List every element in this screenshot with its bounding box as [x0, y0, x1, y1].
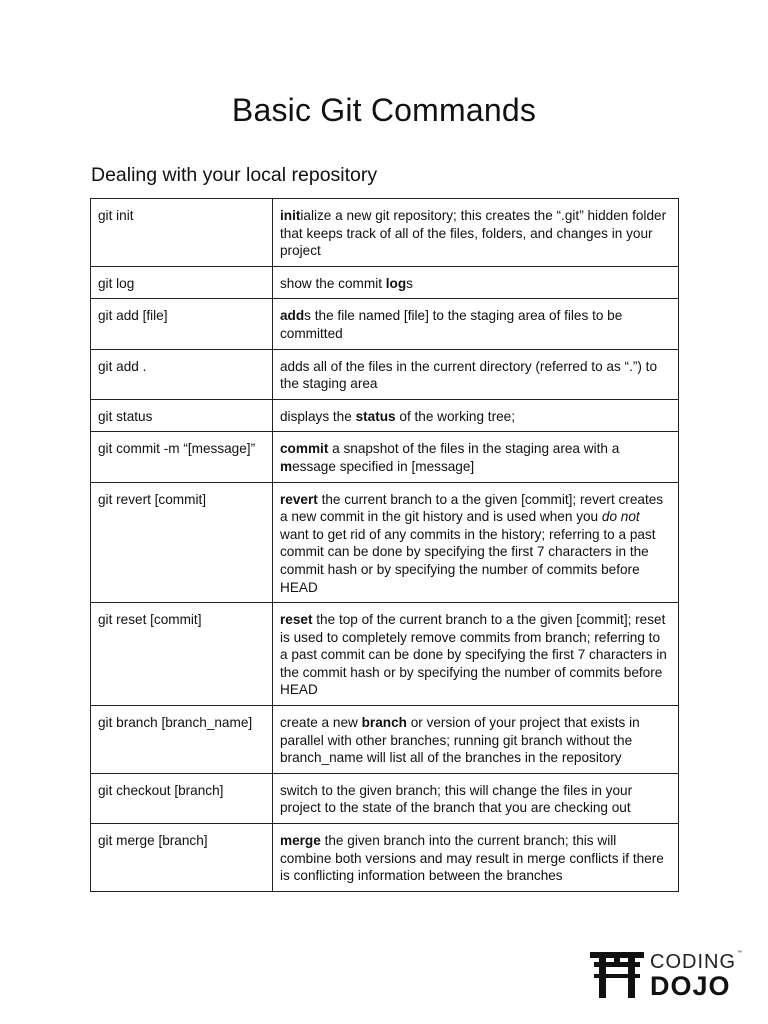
description-text: adds all of the files in the current directory (referred to as “.”) to the staging area	[280, 358, 658, 392]
description-text: s	[406, 275, 413, 291]
description-italic: do not	[601, 509, 640, 525]
description-text: create a new	[280, 715, 362, 731]
description-text: s the file named [file] to the staging area of files to be committed	[280, 308, 623, 341]
command-cell: git revert [commit]	[91, 482, 273, 603]
description-cell	[273, 824, 679, 892]
description-text: or version of your project that exists in parallel with other branches; running git branch without the branch_name will list all of the branches in the repository	[280, 715, 640, 766]
commands-table	[90, 198, 679, 892]
description-text: the top of the current branch to a the given [commit]; reset is used to completely remove commits from branch; referring to a past commit can be done by specifying the first 7 characters in the commit hash or by specifying the number of commits before HEAD	[280, 612, 667, 698]
description-text: of the working tree;	[395, 408, 515, 424]
table-row	[91, 824, 679, 892]
description-emphasis: m	[280, 458, 293, 474]
description-text: the given branch into the current branch; this will combine both versions and may result in merge conflicts if there is conflicting information between the branches	[280, 833, 664, 884]
table-row	[91, 432, 679, 482]
command-cell: git commit -m “[message]”	[91, 432, 273, 482]
description-emphasis: commit	[280, 441, 329, 457]
description-text: switch to the given branch; this will change the files in your project to the state of the branch that you are checking out	[280, 782, 633, 816]
description-text: a snapshot of the files in the staging area with a	[328, 441, 620, 457]
table-row	[91, 399, 679, 432]
description-emphasis: init	[280, 208, 301, 223]
command-cell: git add [file]	[91, 299, 273, 349]
description-emphasis: reset	[280, 612, 313, 628]
description-emphasis: revert	[280, 491, 318, 507]
description-emphasis: status	[355, 408, 396, 424]
description-cell	[273, 773, 679, 823]
description-text: the current branch to a the given [commit]; revert creates a new commit in the git history and is used when you	[280, 491, 664, 525]
coding-dojo-logo	[590, 950, 750, 1002]
description-emphasis: add	[280, 308, 305, 324]
command-cell: git init	[91, 199, 273, 267]
description-emphasis: branch	[361, 715, 407, 731]
command-cell: git add .	[91, 349, 273, 399]
table-row	[91, 199, 679, 267]
description-cell	[273, 706, 679, 774]
description-text: want to get rid of any commits in the history; referring to a past commit can be done by specifying the first 7 characters in the commit hash or by specifying the number of commits before HEAD	[280, 526, 656, 595]
page-title: Basic Git Commands	[231, 92, 537, 128]
table-row	[91, 482, 679, 603]
description-cell	[273, 199, 679, 267]
description-text: essage specified in [message]	[292, 458, 475, 474]
table-row	[91, 266, 679, 299]
table-row	[91, 706, 679, 774]
table-row	[91, 299, 679, 349]
description-text: show the commit	[280, 275, 386, 291]
description-cell	[273, 482, 679, 603]
description-cell	[273, 266, 679, 299]
logo-text-coding: CODING	[650, 951, 736, 973]
command-cell: git checkout [branch]	[91, 773, 273, 823]
command-cell: git branch [branch_name]	[91, 706, 273, 774]
table-row	[91, 349, 679, 399]
description-text: displays the	[280, 408, 356, 424]
commands-table-body	[91, 199, 679, 892]
description-emphasis: merge	[280, 833, 321, 849]
table-row	[91, 603, 679, 706]
description-emphasis: log	[385, 275, 407, 291]
torii-gate-icon	[590, 950, 644, 998]
description-text: ialize a new git repository; this creates the “.git” hidden folder that keeps track of all of the files, folders, and changes in your project	[280, 208, 667, 259]
description-cell	[273, 432, 679, 482]
logo-trademark: ™	[737, 950, 742, 956]
description-cell	[273, 399, 679, 432]
command-cell: git status	[91, 399, 273, 432]
command-cell: git log	[91, 266, 273, 299]
table-row	[91, 773, 679, 823]
description-cell	[273, 603, 679, 706]
command-cell: git reset [commit]	[91, 603, 273, 706]
section-heading: Dealing with your local repository	[91, 164, 378, 186]
logo-text-dojo: DOJO	[650, 971, 731, 1001]
description-cell	[273, 349, 679, 399]
command-cell: git merge [branch]	[91, 824, 273, 892]
description-cell	[273, 299, 679, 349]
